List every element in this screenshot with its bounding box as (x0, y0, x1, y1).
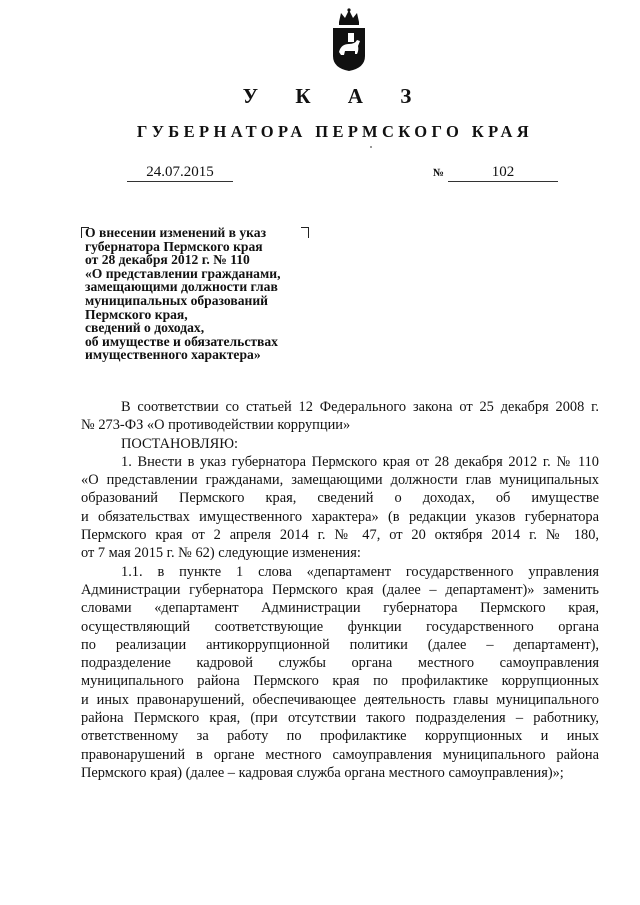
stray-dot (370, 146, 372, 148)
body-line: ответственному за работу по профилактике коррупционных и иных (81, 728, 599, 745)
body-line: Пермского края) (далее – кадровая служба органа местного самоуправления)»; (81, 764, 564, 781)
heading-line: губернатора Пермского края (85, 238, 263, 254)
heading-line: сведений о доходах, (85, 320, 205, 336)
body-line: 1. Внести в указ губернатора Пермского края от 28 декабря 2012 г. № 110 (121, 453, 599, 470)
heading-line: Пермского края, (85, 306, 188, 322)
body-line: образований Пермского края, сведений о доходах, об имуществе (81, 490, 599, 507)
document-subtitle: ГУБЕРНАТОРА ПЕРМСКОГО КРАЯ (136, 122, 534, 141)
body-line: от 7 мая 2015 г. № 62) следующие изменения: (81, 545, 361, 562)
document-title: У К А З (242, 84, 428, 108)
heading-line: об имуществе и обязательствах (85, 333, 278, 349)
body-line: Пермского края от 2 апреля 2014 г. № 47, от 20 октября 2014 г. № 180, (81, 527, 599, 544)
document-date: 24.07.2015 (127, 164, 233, 182)
body-line: № 273-ФЗ «О противодействии коррупции» (81, 417, 351, 434)
body-line: осуществляющий соответствующие функции государственного органа (81, 618, 599, 635)
heading-line: муниципальных образований (85, 292, 269, 308)
body-line: В соответствии со статьей 12 Федерального закона от 25 декабря 2008 г. (121, 399, 599, 415)
body-line: Администрации губернатора Пермского края (далее – департамент)» заменить (81, 581, 599, 598)
body-line: «О представлении гражданами, замещающими должности глав муниципальных (81, 472, 599, 489)
body-line: ПОСТАНОВЛЯЮ: (121, 435, 239, 452)
coat-of-arms-icon (327, 8, 371, 72)
body-line: муниципального района Пермского края по профилактике коррупционных (81, 673, 599, 690)
body-line: 1.1. в пункте 1 слова «департамент государственного управления (121, 563, 599, 580)
body-line: района Пермского края, (при отсутствии такого подразделения – работнику, (81, 710, 599, 727)
body-line: подразделение кадровой службы органа местного самоуправления (81, 655, 599, 672)
body-line: словами «департамент Администрации губернатора Пермского края, (81, 600, 599, 617)
body-line: и иных правонарушений, обеспечивающее деятельность главы муниципального (81, 691, 599, 708)
heading-line: от 28 декабря 2012 г. № 110 (85, 252, 250, 268)
heading-line: «О представлении гражданами, (85, 265, 281, 281)
decree-body (81, 398, 599, 782)
heading-line: О внесении изменений в указ (85, 225, 267, 240)
document-number: 102 (448, 164, 558, 182)
body-line: по реализации антикоррупционной политики (далее – департамент), (81, 636, 599, 653)
heading-line: имущественного характера» (85, 347, 261, 363)
number-label: № (433, 167, 445, 179)
heading-line: замещающими должности глав (85, 279, 278, 295)
body-line: правонарушений в органе местного самоуправления муниципального района (81, 746, 599, 763)
body-line: и обязательствах имущественного характера» (в редакции указов губернатора (81, 508, 599, 525)
decree-heading (85, 226, 325, 362)
